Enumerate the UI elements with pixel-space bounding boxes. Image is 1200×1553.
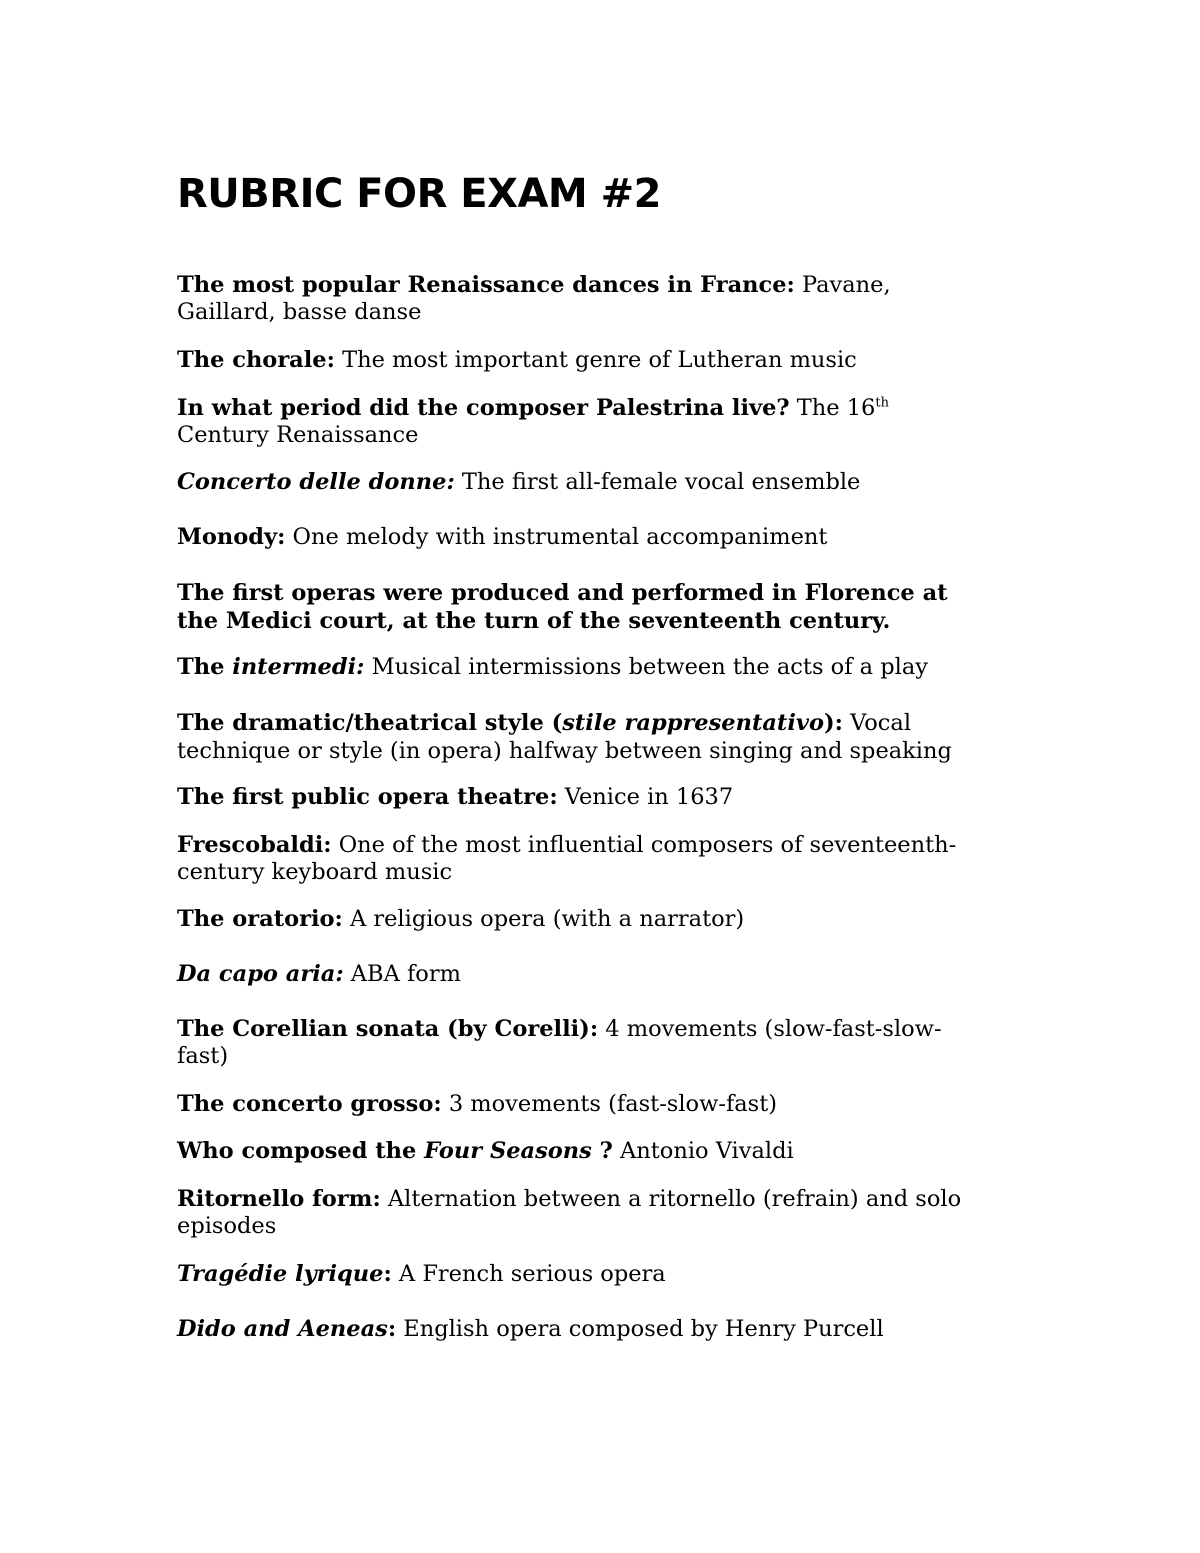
entry-label: Da capo aria: xyxy=(177,961,344,987)
entry-chorale xyxy=(177,347,1007,374)
entry-text: Vocal xyxy=(842,710,912,736)
entry-text: A French serious opera xyxy=(391,1261,666,1287)
entry-text: One melody with instrumental accompaniment xyxy=(285,524,828,550)
entry-monody xyxy=(177,524,1007,551)
entry-text: Antonio Vivaldi xyxy=(612,1138,794,1164)
entry-concerto-delle-donne xyxy=(177,469,1007,496)
entry-label: The Corellian sonata (by Corelli): xyxy=(177,1016,599,1042)
entry-label: Frescobaldi: xyxy=(177,832,332,858)
entry-ritornello-form xyxy=(177,1186,1007,1240)
entry-label: The first public opera theatre: xyxy=(177,784,558,810)
entry-frescobaldi xyxy=(177,832,1007,886)
entry-text: The most important genre of Lutheran music xyxy=(334,347,857,373)
entry-label-italic: Dido and Aeneas xyxy=(177,1316,388,1342)
entry-text: A religious opera (with a narrator) xyxy=(342,906,745,932)
entry-label: The oratorio: xyxy=(177,906,343,932)
entry-label: The xyxy=(177,654,233,680)
entry-label: Monody: xyxy=(177,524,286,550)
entry-label-italic: intermedi: xyxy=(232,654,365,680)
entry-tragedie-lyrique xyxy=(177,1261,1007,1288)
entry-label: The concerto grosso: xyxy=(177,1091,442,1117)
entry-concerto-grosso xyxy=(177,1091,1007,1118)
entry-text: 3 movements (fast-slow-fast) xyxy=(441,1091,778,1117)
entry-renaissance-dances xyxy=(177,272,1007,326)
entry-superscript: th xyxy=(875,395,889,411)
entry-text: The first operas were produced and performed in Florence at xyxy=(177,580,948,606)
entry-text: Pavane, xyxy=(794,272,891,298)
entry-text: Musical intermissions between the acts of a play xyxy=(364,654,928,680)
entry-text: Venice in 1637 xyxy=(557,784,734,810)
entry-text-line2: the Medici court, at the turn of the seventeenth century. xyxy=(177,608,891,634)
entry-text-line2: century keyboard music xyxy=(177,859,453,885)
entry-text: The first all-female vocal ensemble xyxy=(454,469,861,495)
entry-text-line2: fast) xyxy=(177,1043,229,1069)
entry-label: The chorale: xyxy=(177,347,335,373)
entry-stile-rappresentativo xyxy=(177,709,1007,765)
entry-public-opera-theatre xyxy=(177,784,1007,811)
entry-da-capo-aria xyxy=(177,961,1007,988)
entry-text: English opera composed by Henry Purcell xyxy=(396,1316,884,1342)
entry-text: ABA form xyxy=(343,961,461,987)
entry-four-seasons xyxy=(177,1138,1007,1165)
entry-text: One of the most influential composers of seventeenth- xyxy=(331,832,957,858)
entry-text: The 16 xyxy=(789,395,876,421)
entry-text-line2: technique or style (in opera) halfway between singing and speaking xyxy=(177,738,952,764)
entry-intermedi xyxy=(177,654,1007,681)
entry-label-end: : xyxy=(383,1261,392,1287)
entry-text-line2: Gaillard, basse danse xyxy=(177,299,422,325)
entry-label: Concerto delle donne: xyxy=(177,469,455,495)
entry-text: Alternation between a ritornello (refrain) and solo xyxy=(380,1186,962,1212)
entry-dido-and-aeneas xyxy=(177,1316,1007,1343)
entry-oratorio xyxy=(177,906,1007,933)
entry-label: Who composed the xyxy=(177,1138,425,1164)
entry-palestrina xyxy=(177,395,1007,449)
entry-label-end: : xyxy=(387,1316,397,1342)
entry-text: 4 movements (slow-fast-slow- xyxy=(598,1016,942,1042)
entry-label-italic: Tragédie lyrique xyxy=(177,1261,384,1287)
entry-label-italic: stile rappresentativo xyxy=(562,710,824,736)
entry-first-operas xyxy=(177,579,1007,635)
entry-label: The most popular Renaissance dances in France: xyxy=(177,272,795,298)
entry-text-line2: episodes xyxy=(177,1213,277,1239)
entry-label-end: ? xyxy=(591,1138,613,1164)
page-title: RUBRIC FOR EXAM #2 xyxy=(177,171,661,217)
entry-text-line2: Century Renaissance xyxy=(177,422,419,448)
entry-label: The dramatic/theatrical style ( xyxy=(177,710,563,736)
entry-label-end: ): xyxy=(823,710,843,736)
entry-label: Ritornello form: xyxy=(177,1186,381,1212)
entry-label: In what period did the composer Palestrina live? xyxy=(177,395,790,421)
entry-label-italic: Four Seasons xyxy=(424,1138,592,1164)
entry-corellian-sonata xyxy=(177,1016,1007,1070)
